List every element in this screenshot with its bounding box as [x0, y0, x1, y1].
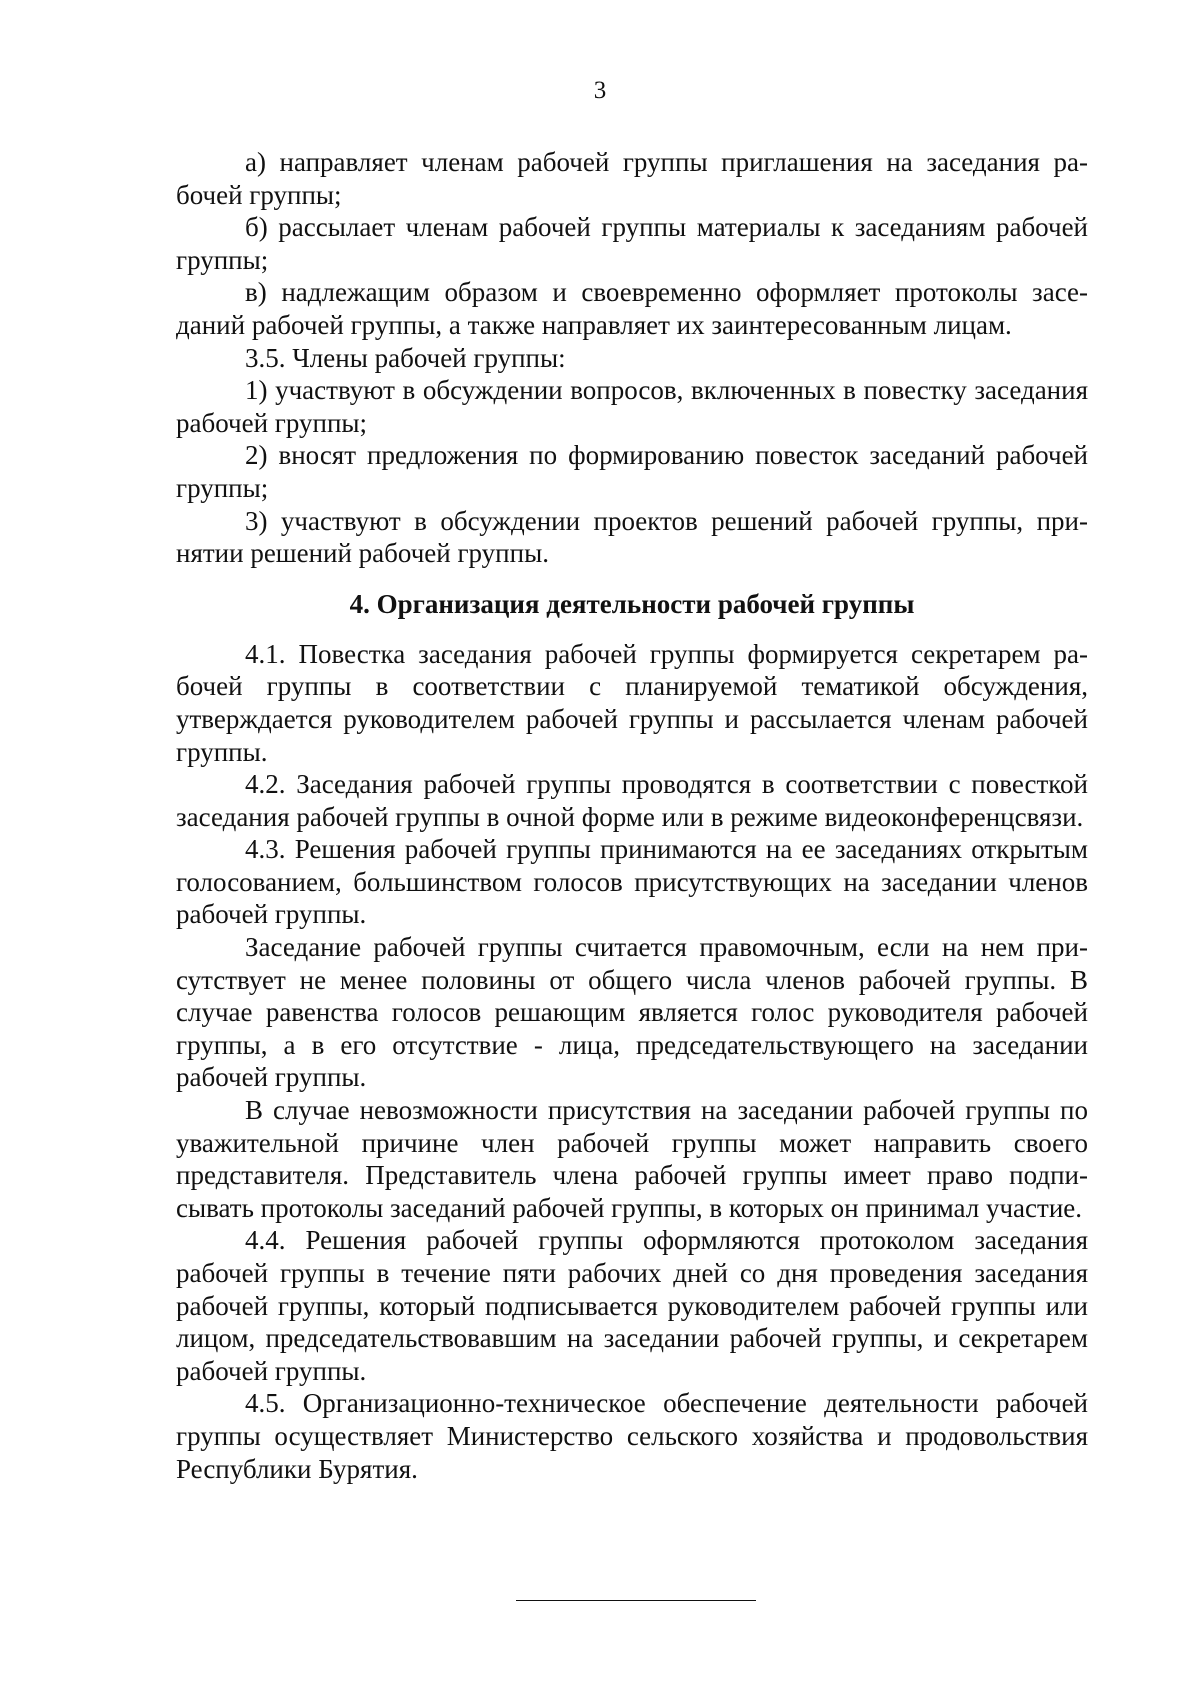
paragraph-4-2: 4.2. Заседания рабочей группы проводятся в соответствии с повесткой заседания рабочей группы в очной форме или в режиме видеоконференцсвязи.	[176, 769, 1088, 832]
section-heading: 4. Организация деятельности рабочей группы	[349, 588, 915, 619]
paragraph-4-4: 4.4. Решения рабочей группы оформляются протоколом заседания рабочей группы в течение пяти рабочих дней со дня проведения заседания рабочей группы, который подписывается руководителем рабочей группы или лицом, председательствовавшим на заседании рабочей группы, и секретарем рабочей группы.	[176, 1225, 1088, 1386]
paragraph-4-3-representative: В случае невозможности присутствия на заседании рабочей группы по уважительной причине член рабочей группы может направить своего представителя. Представитель члена рабочей группы имеет право подписывать протоколы заседаний рабочей группы, в которых он принимал участие.	[176, 1095, 1088, 1223]
paragraph-3-4-a: а) направляет членам рабочей группы приглашения на заседания рабочей группы;	[176, 147, 1088, 210]
paragraph-3-4-b: б) рассылает членам рабочей группы материалы к заседаниям рабочей группы;	[176, 212, 1088, 275]
document-body	[176, 146, 1088, 1485]
end-of-document-rule	[516, 1600, 756, 1601]
paragraph-3-5-2: 2) вносят предложения по формированию повесток заседаний рабочей группы;	[176, 440, 1088, 503]
paragraph-4-5: 4.5. Организационно-техническое обеспечение деятельности рабочей группы осуществляет Министерство сельского хозяйства и продовольствия Республики Бурятия.	[176, 1388, 1088, 1484]
paragraph-3-5-1: 1) участвуют в обсуждении вопросов, включенных в повестку заседания рабочей группы;	[176, 375, 1088, 438]
paragraph-3-4-c: в) надлежащим образом и своевременно оформляет протоколы заседаний рабочей группы, а также направляет их заинтересованным лицам.	[176, 277, 1088, 340]
paragraph-3-5: 3.5. Члены рабочей группы:	[245, 342, 566, 373]
paragraph-4-3: 4.3. Решения рабочей группы принимаются на ее заседаниях открытым голосованием, большинством голосов присутствующих на заседании членов рабочей группы.	[176, 834, 1088, 930]
page-number: 3	[593, 77, 607, 104]
paragraph-3-5-3: 3) участвуют в обсуждении проектов решений рабочей группы, принятии решений рабочей группы.	[176, 505, 1088, 569]
paragraph-4-3-quorum: Заседание рабочей группы считается правомочным, если на нем присутствует не менее половины от общего числа членов рабочей группы. В случае равенства голосов решающим является голос руководителя рабочей группы, а в его отсутствие - лица, председательствующего на заседании рабочей группы.	[176, 932, 1088, 1093]
paragraph-4-1: 4.1. Повестка заседания рабочей группы формируется секретарем рабочей группы в соответствии с планируемой тематикой обсуждения, утверждается руководителем рабочей группы и рассылается членам рабочей группы.	[176, 638, 1088, 767]
